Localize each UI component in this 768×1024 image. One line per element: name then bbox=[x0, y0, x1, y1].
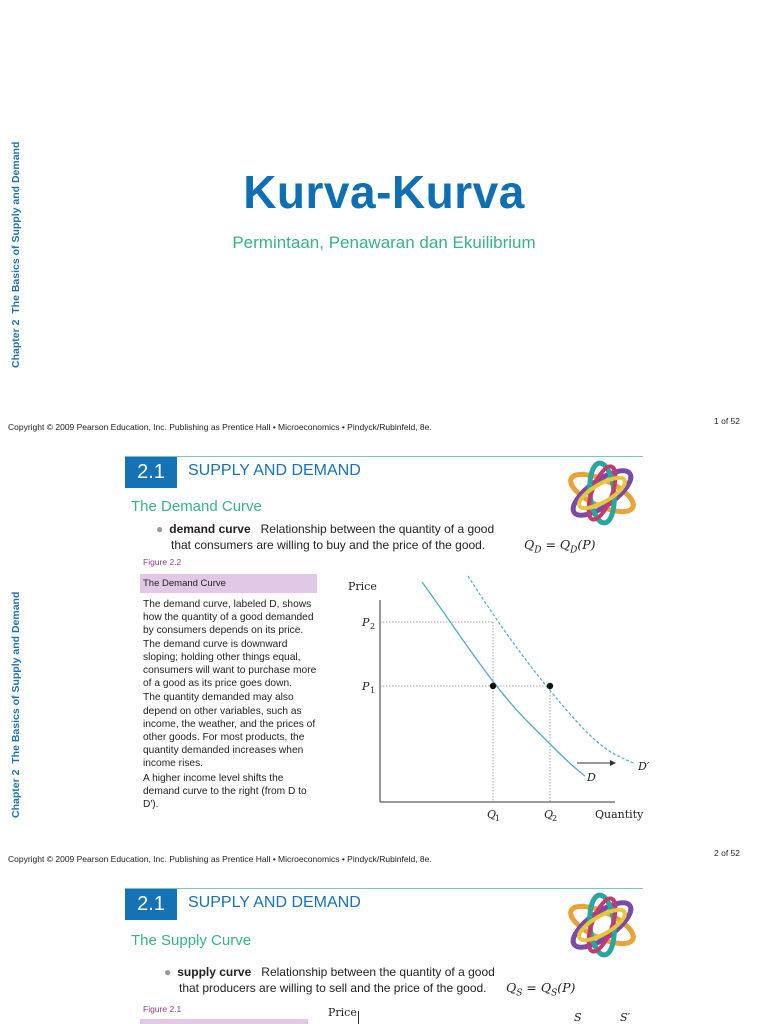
slide-3 bbox=[0, 864, 768, 1024]
description-paragraph: A higher income level shifts the demand curve to the right (from D to D′). bbox=[143, 772, 307, 811]
slide-1 bbox=[0, 0, 768, 432]
figure-caption-title: The Demand Curve bbox=[140, 574, 317, 593]
series-label-d-prime: D′ bbox=[638, 760, 650, 773]
shift-arrow-head bbox=[610, 760, 616, 766]
bullet-term: supply curve bbox=[177, 965, 252, 979]
equilibrium-point-d-prime bbox=[547, 683, 553, 689]
x-tick-q1-sub: 1 bbox=[495, 814, 501, 823]
bullet-definition-line1: Relationship between the quantity of a good bbox=[260, 522, 495, 536]
copyright-footer: Copyright © 2009 Pearson Education, Inc. Publishing as Prentice Hall • Microeconomics • Pindyck/Rubinfeld, 8e. bbox=[8, 422, 432, 432]
subsection-heading: The Demand Curve bbox=[131, 498, 262, 515]
definition-bullet bbox=[156, 521, 536, 553]
y-tick-p2-sub: 2 bbox=[370, 622, 376, 631]
demand-curve-d bbox=[422, 582, 585, 776]
description-paragraph: The demand curve, labeled D, shows how the quantity of a good demanded by consumers depends on its price. The demand curve is downward sloping; holding other things equal, consumers will want to purchase more of a good as its price goes down. bbox=[143, 599, 317, 690]
section-title: SUPPLY AND DEMAND bbox=[188, 462, 361, 479]
bullet-definition-line1: Relationship between the quantity of a good bbox=[261, 965, 495, 979]
bullet-definition-line2: that producers are willing to sell and the price of the good. bbox=[179, 981, 487, 995]
rings-logo-icon bbox=[560, 454, 644, 532]
series-label-d: D bbox=[587, 771, 596, 784]
y-tick-p1-sub: 1 bbox=[370, 686, 376, 695]
page-number: 1 of 52 bbox=[714, 416, 740, 426]
y-tick-p1: P bbox=[362, 680, 370, 693]
rings-logo-icon bbox=[560, 886, 644, 964]
x-tick-q1: Q bbox=[487, 808, 497, 821]
y-tick-p2: P bbox=[362, 616, 370, 629]
bullet-dot-icon: ● bbox=[164, 965, 172, 979]
figure-caption-bar bbox=[140, 1019, 308, 1024]
copyright-footer: Copyright © 2009 Pearson Education, Inc. Publishing as Prentice Hall • Microeconomics • Pindyck/Rubinfeld, 8e. bbox=[8, 854, 432, 864]
section-title: SUPPLY AND DEMAND bbox=[188, 894, 361, 911]
supply-formula: $Q_S = Q_S(P)$ bbox=[506, 980, 576, 999]
section-number-badge: 2.1 bbox=[125, 889, 177, 920]
y-axis-label: Price bbox=[348, 580, 377, 593]
chapter-sidebar: Chapter 2 The Basics of Supply and Demand bbox=[10, 141, 22, 369]
figure-label: Figure 2.2 bbox=[143, 557, 182, 567]
figure-description bbox=[143, 598, 321, 812]
slide-title: Kurva-Kurva bbox=[243, 166, 525, 218]
equilibrium-point-d bbox=[490, 683, 496, 689]
bullet-dot-icon: ● bbox=[156, 522, 164, 536]
definition-bullet bbox=[164, 964, 544, 996]
figure-label: Figure 2.1 bbox=[143, 1004, 182, 1014]
y-axis bbox=[358, 1011, 359, 1024]
x-tick-q2: Q bbox=[544, 808, 554, 821]
section-number-badge: 2.1 bbox=[125, 457, 177, 488]
y-axis-label: Price bbox=[328, 1006, 357, 1019]
supply-curve-label: S bbox=[574, 1011, 582, 1024]
demand-formula: $Q_D = Q_D(P)$ bbox=[524, 537, 596, 556]
x-axis-label: Quantity bbox=[595, 808, 644, 821]
supply-curve-shifted-label: S′ bbox=[620, 1011, 631, 1024]
page-number: 2 of 52 bbox=[714, 848, 740, 858]
slide-2 bbox=[0, 432, 768, 864]
demand-curve-chart bbox=[340, 574, 670, 824]
x-tick-q2-sub: 2 bbox=[552, 814, 558, 823]
description-paragraph: The quantity demanded may also depend on other variables, such as income, the weather, and the prices of other goods. For most products, the quantity demanded increases when income rises. bbox=[143, 692, 316, 770]
bullet-term: demand curve bbox=[169, 522, 251, 536]
subsection-heading: The Supply Curve bbox=[131, 932, 252, 949]
slide-subtitle: Permintaan, Penawaran dan Ekuilibrium bbox=[232, 233, 536, 252]
bullet-definition-line2: that consumers are willing to buy and the price of the good. bbox=[171, 538, 486, 552]
chapter-sidebar: Chapter 2 The Basics of Supply and Demand bbox=[10, 591, 22, 819]
